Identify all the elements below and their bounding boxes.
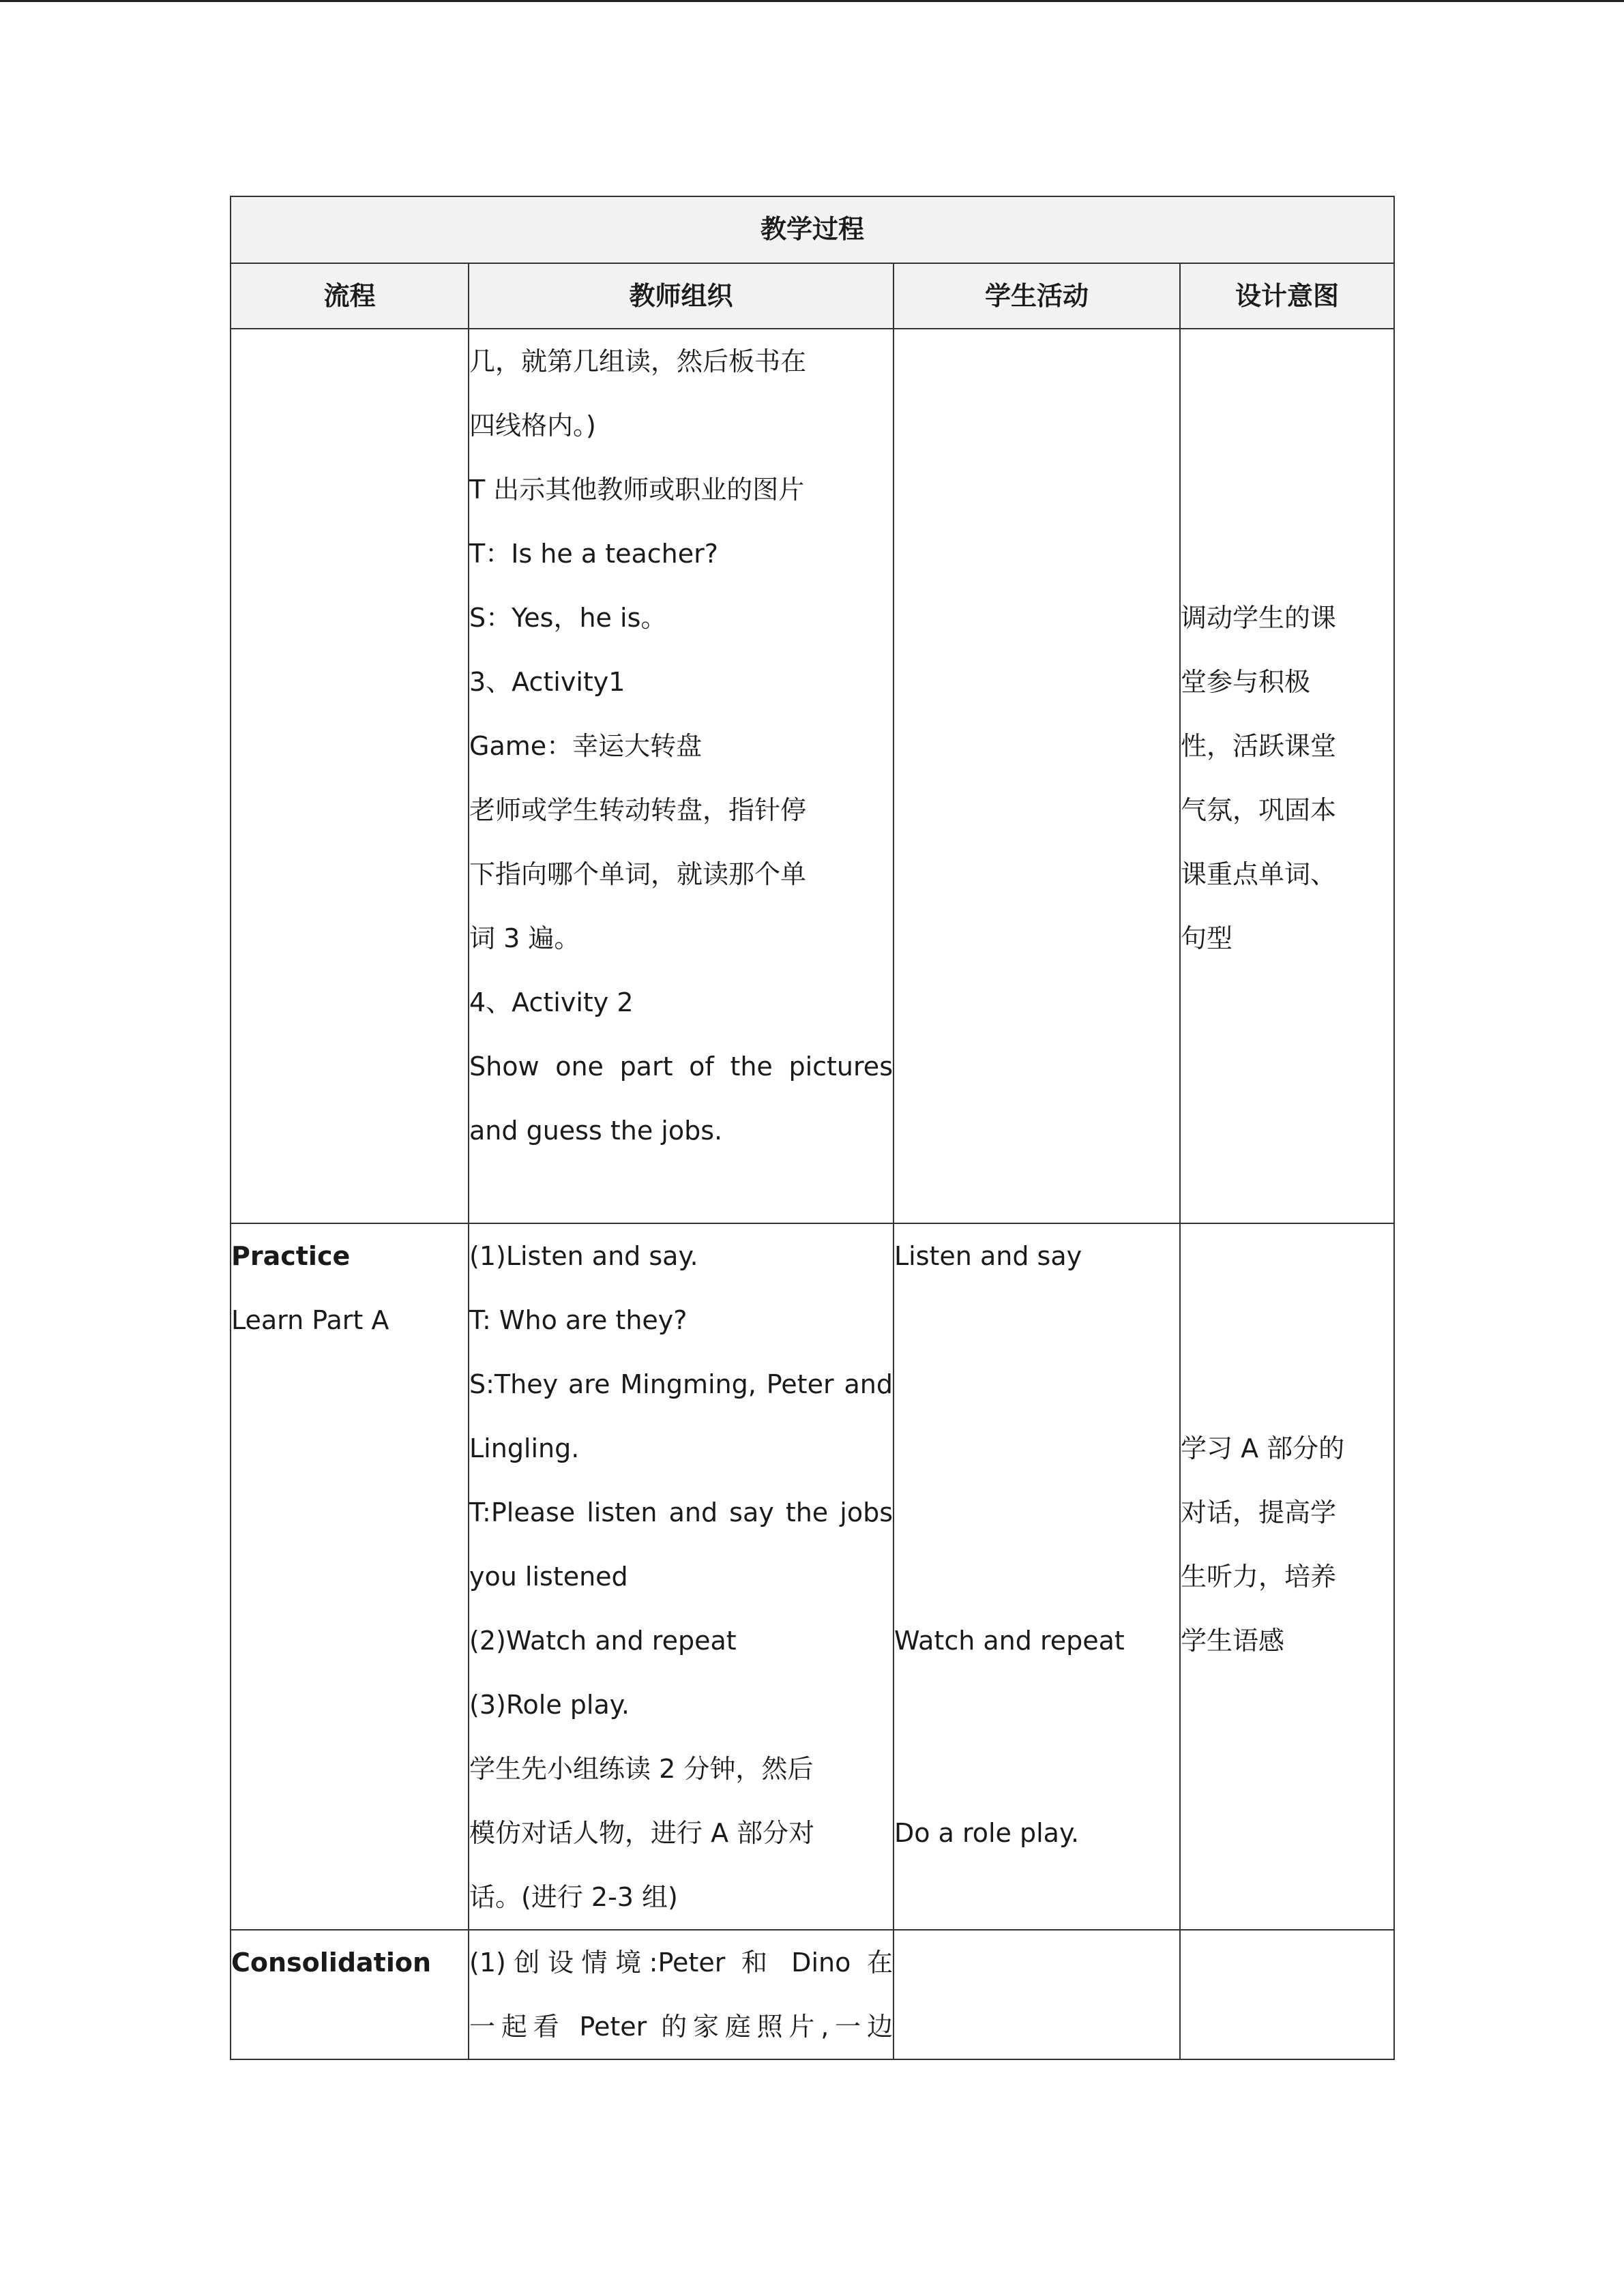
intent-line: 课重点单词、 — [1181, 859, 1337, 889]
intent-line: 生听力，培养 — [1181, 1562, 1337, 1592]
teacher-line: 几，就第几组读，然后板书在 — [469, 346, 807, 376]
step-cell-empty — [231, 329, 469, 1223]
teacher-line: 学生先小组练读 2 分钟，然后 — [469, 1754, 814, 1784]
intent-cell — [1180, 1223, 1394, 1930]
table-title: 教学过程 — [231, 196, 1394, 263]
teacher-line: and guess the jobs. — [469, 1116, 723, 1146]
teacher-line: Game：幸运大转盘 — [469, 731, 703, 761]
teacher-line: (1)创设情境:Peter 和 Dino 在 — [469, 1948, 893, 1978]
student-cell-empty — [894, 329, 1180, 1223]
teacher-line: 一起看 Peter 的家庭照片,一边 — [469, 2012, 893, 2042]
teacher-line: (3)Role play. — [469, 1690, 630, 1720]
intent-spacer — [1181, 329, 1393, 586]
teacher-cell — [469, 1930, 894, 2059]
teacher-line: 模仿对话人物，进行 A 部分对 — [469, 1818, 815, 1848]
table-row-practice — [231, 1223, 1394, 1930]
header-student-activity: 学生活动 — [894, 263, 1180, 329]
header-process: 流程 — [231, 263, 469, 329]
student-spacer — [894, 1673, 1179, 1801]
teacher-line: (2)Watch and repeat — [469, 1626, 737, 1656]
step-cell — [231, 1223, 469, 1930]
table-title-row — [231, 196, 1394, 263]
step-title: Consolidation — [231, 1948, 432, 1978]
student-cell-empty — [894, 1930, 1180, 2059]
intent-line: 调动学生的课 — [1181, 603, 1337, 633]
intent-cell — [1180, 329, 1394, 1223]
teacher-line: you listened — [469, 1562, 628, 1592]
teaching-process-table — [230, 196, 1395, 2060]
teacher-line: 话。(进行 2-3 组) — [469, 1882, 678, 1912]
teacher-line: 词 3 遍。 — [469, 923, 580, 953]
teacher-line: Show one part of the pictures — [469, 1052, 893, 1082]
teacher-line: S:They are Mingming, Peter and — [469, 1369, 893, 1399]
teacher-line: 3、Activity1 — [469, 667, 625, 697]
teacher-line: 4、Activity 2 — [469, 987, 634, 1017]
header-design-intent: 设计意图 — [1180, 263, 1394, 329]
page-top-border — [0, 0, 1624, 2]
intent-line: 性，活跃课堂 — [1181, 731, 1337, 761]
step-title: Practice — [231, 1241, 351, 1271]
teacher-line: Lingling. — [469, 1433, 580, 1463]
student-cell — [894, 1223, 1180, 1930]
intent-cell-empty — [1180, 1930, 1394, 2059]
teacher-line: S：Yes，he is。 — [469, 603, 667, 633]
teacher-cell — [469, 1223, 894, 1930]
teacher-line: T: Who are they? — [469, 1305, 688, 1335]
step-cell — [231, 1930, 469, 2059]
student-line: Listen and say — [894, 1241, 1082, 1271]
teacher-line: 四线格内。) — [469, 411, 596, 441]
table-header-row — [231, 263, 1394, 329]
table-row-consolidation — [231, 1930, 1394, 2059]
teacher-line: T：Is he a teacher? — [469, 539, 718, 569]
student-line: Watch and repeat — [894, 1626, 1125, 1656]
student-line: Do a role play. — [894, 1818, 1080, 1848]
intent-line: 堂参与积极 — [1181, 667, 1311, 697]
student-spacer — [894, 1288, 1179, 1609]
intent-line: 学习 A 部分的 — [1181, 1433, 1345, 1463]
table-row-continuation — [231, 329, 1394, 1223]
header-teacher-organization: 教师组织 — [469, 263, 894, 329]
intent-line: 气氛，巩固本 — [1181, 795, 1337, 825]
teacher-line: (1)Listen and say. — [469, 1241, 698, 1271]
teacher-line: 下指向哪个单词，就读那个单 — [469, 859, 807, 889]
teacher-line: T 出示其他教师或职业的图片 — [469, 475, 805, 505]
intent-spacer — [1181, 1224, 1393, 1416]
teacher-line: 老师或学生转动转盘，指针停 — [469, 795, 807, 825]
teacher-line: T:Please listen and say the jobs — [469, 1497, 893, 1527]
intent-line: 句型 — [1181, 923, 1233, 953]
step-subtitle: Learn Part A — [231, 1305, 389, 1335]
teacher-cell — [469, 329, 894, 1223]
intent-line: 学生语感 — [1181, 1626, 1285, 1656]
intent-line: 对话，提高学 — [1181, 1497, 1337, 1527]
